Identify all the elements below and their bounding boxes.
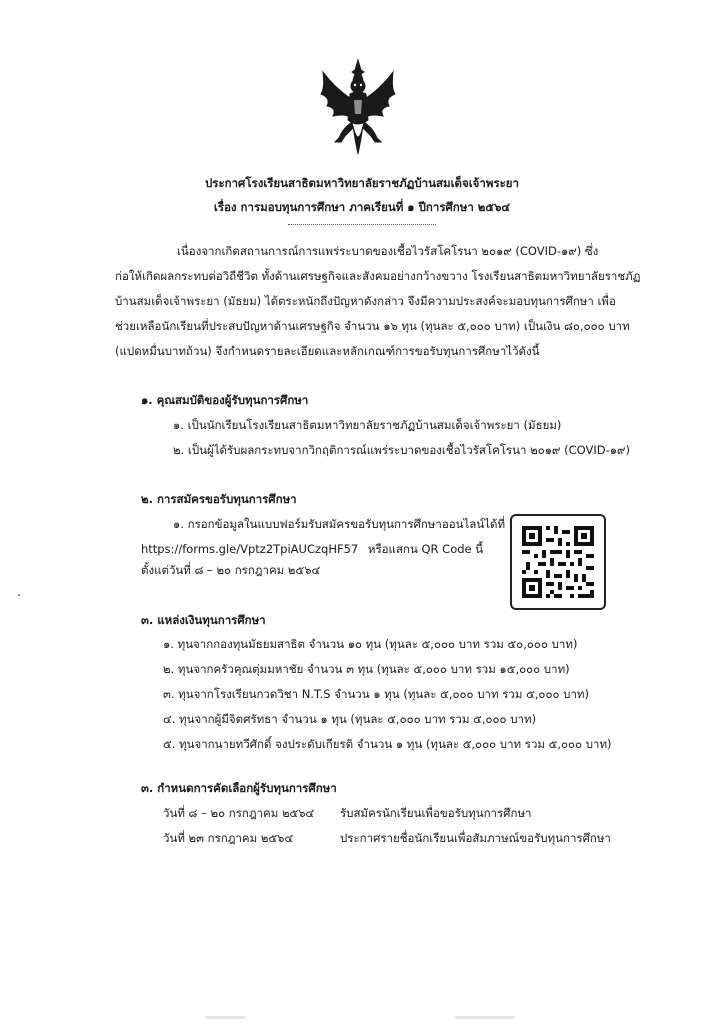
- qualification-item: ๑. เป็นนักเรียนโรงเรียนสาธิตมหาวิทยาลัยราชภัฏบ้านสมเด็จเจ้าพระยา (มัธยม): [173, 418, 562, 432]
- funding-source-item: ๕. ทุนจากนายทวีศักดิ์ จงประดับเกียรติ จำนวน ๑ ทุน (ทุนละ ๕,๐๐๐ บาท รวม ๕,๐๐๐ บาท): [163, 737, 612, 751]
- scan-edge-mark: [455, 1016, 515, 1019]
- schedule-date: วันที่ ๒๓ กรกฎาคม ๒๕๖๔: [163, 831, 294, 845]
- garuda-emblem-icon: [317, 58, 399, 158]
- intro-line: บ้านสมเด็จเจ้าพระยา (มัธยม) ได้ตระหนักถึงปัญหาดังกล่าว จึงมีความประสงค์จะมอบทุนการศึกษา เพื่อ: [115, 294, 616, 308]
- section-3-title: ๓. แหล่งเงินทุนการศึกษา: [141, 613, 266, 627]
- schedule-description: รับสมัครนักเรียนเพื่อขอรับทุนการศึกษา: [340, 806, 532, 820]
- section-1-title: ๑. คุณสมบัติของผู้รับทุนการศึกษา: [141, 393, 309, 407]
- application-instruction: ๑. กรอกข้อมูลในแบบฟอร์มรับสมัครขอรับทุนการศึกษาออนไลน์ได้ที่: [173, 517, 506, 531]
- scan-qr-text: หรือแสกน QR Code นี้: [367, 542, 484, 556]
- application-form-link[interactable]: https://forms.gle/Vptz2TpiAUCzqHF57: [141, 542, 359, 556]
- section-2-title: ๒. การสมัครขอรับทุนการศึกษา: [141, 492, 297, 506]
- intro-line: (แปดหมื่นบาทถ้วน) จึงกำหนดรายละเอียดและหลักเกณฑ์การขอรับทุนการศึกษาไว้ดังนี้: [115, 344, 540, 358]
- application-period: ตั้งแต่วันที่ ๘ – ๒๐ กรกฎาคม ๒๕๖๔: [141, 563, 321, 577]
- intro-line: ก่อให้เกิดผลกระทบต่อวิถีชีวิต ทั้งด้านเศรษฐกิจและสังคมอย่างกว้างขวาง โรงเรียนสาธิตมหาวิทยาลัยราชภัฏ: [115, 269, 641, 283]
- application-link-line: [141, 541, 483, 557]
- subject-heading: เรื่อง การมอบทุนการศึกษา ภาคเรียนที่ ๑ ปีการศึกษา ๒๕๖๔: [213, 200, 511, 214]
- qualification-item: ๒. เป็นผู้ได้รับผลกระทบจากวิกฤติการณ์แพร่ระบาดของเชื้อไวรัสโคโรนา ๒๐๑๙ (COVID-๑๙): [173, 443, 630, 457]
- intro-line: เนื่องจากเกิดสถานการณ์การแพร่ระบาดของเชื้อไวรัสโคโรนา ๒๐๑๙ (COVID-๑๙) ซึ่ง: [177, 244, 599, 258]
- qr-code-frame[interactable]: [510, 514, 606, 610]
- header-divider: [288, 224, 436, 225]
- intro-line: ช่วยเหลือนักเรียนที่ประสบปัญหาด้านเศรษฐกิจ จำนวน ๑๖ ทุน (ทุนละ ๕,๐๐๐ บาท) เป็นเงิน ๘๐,๐๐๐ บาท: [115, 319, 630, 333]
- qr-code-icon: [512, 516, 604, 608]
- section-4-title: ๓. กำหนดการคัดเลือกผู้รับทุนการศึกษา: [141, 781, 337, 795]
- announcement-heading: ประกาศโรงเรียนสาธิตมหาวิทยาลัยราชภัฏบ้านสมเด็จเจ้าพระยา: [204, 176, 519, 190]
- funding-source-item: ๓. ทุนจากโรงเรียนกวดวิชา N.T.S จำนวน ๑ ทุน (ทุนละ ๕,๐๐๐ บาท รวม ๕,๐๐๐ บาท): [163, 687, 589, 701]
- funding-source-item: ๔. ทุนจากผู้มีจิตศรัทธา จำนวน ๑ ทุน (ทุนละ ๕,๐๐๐ บาท รวม ๕,๐๐๐ บาท): [163, 712, 537, 726]
- funding-source-item: ๑. ทุนจากกองทุนมัธยมสาธิต จำนวน ๑๐ ทุน (ทุนละ ๕,๐๐๐ บาท รวม ๕๐,๐๐๐ บาท): [163, 637, 578, 651]
- funding-source-item: ๒. ทุนจากครัวคุณตุ่มมหาชัย จำนวน ๓ ทุน (ทุนละ ๕,๐๐๐ บาท รวม ๑๕,๐๐๐ บาท): [163, 662, 570, 676]
- scan-speck: [18, 594, 20, 596]
- schedule-description: ประกาศรายชื่อนักเรียนเพื่อสัมภาษณ์ขอรับทุนการศึกษา: [340, 831, 611, 845]
- schedule-date: วันที่ ๘ – ๒๐ กรกฎาคม ๒๕๖๔: [163, 806, 315, 820]
- scan-edge-mark: [205, 1016, 245, 1019]
